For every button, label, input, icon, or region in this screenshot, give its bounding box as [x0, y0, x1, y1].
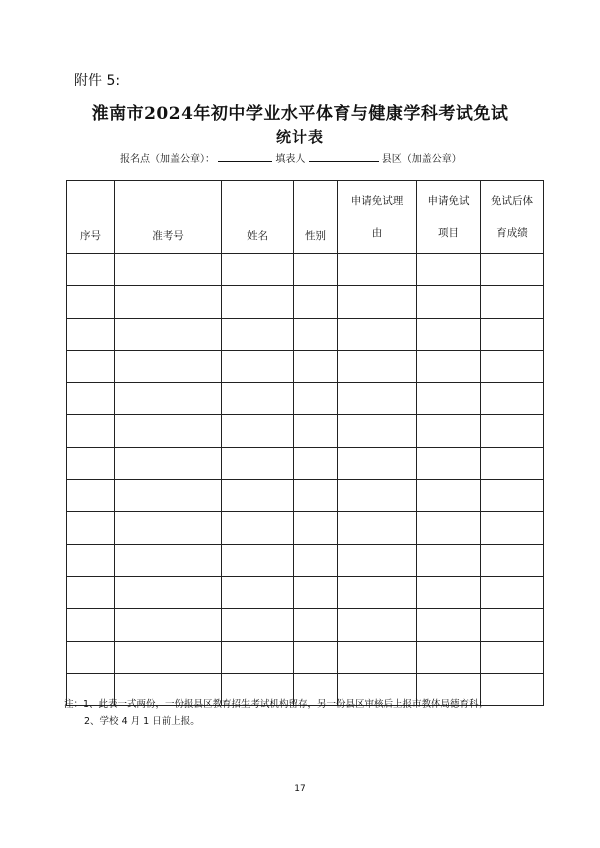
document-subtitle: 统计表	[275, 128, 324, 146]
item-cell[interactable]	[417, 254, 481, 286]
header-post-exemption-score	[481, 181, 544, 254]
seq-cell[interactable]	[67, 350, 115, 382]
seq-cell[interactable]	[67, 415, 115, 447]
reason-cell[interactable]	[338, 350, 417, 382]
name-cell[interactable]	[222, 480, 294, 512]
score-cell[interactable]	[481, 641, 544, 673]
score-cell[interactable]	[481, 544, 544, 576]
registration-point-label: 报名点（加盖公章）：	[120, 154, 215, 165]
gender-cell[interactable]	[294, 350, 338, 382]
filler-blank[interactable]	[309, 152, 379, 162]
seq-cell[interactable]	[67, 254, 115, 286]
seq-cell[interactable]	[67, 447, 115, 479]
reason-cell[interactable]	[338, 383, 417, 415]
score-cell[interactable]	[481, 286, 544, 318]
exam-number-cell[interactable]	[115, 415, 222, 447]
name-cell[interactable]	[222, 576, 294, 608]
name-cell[interactable]	[222, 286, 294, 318]
score-cell[interactable]	[481, 576, 544, 608]
header-exam-number: 准考号	[115, 181, 222, 254]
reason-cell[interactable]	[338, 512, 417, 544]
seq-cell[interactable]	[67, 286, 115, 318]
header-exemption-item-top: 申请免试	[427, 195, 470, 207]
exam-number-cell[interactable]	[115, 544, 222, 576]
notes	[64, 696, 488, 730]
table-header-row	[67, 181, 544, 254]
document-title: 淮南市2024年初中学业水平体育与健康学科考试免试	[91, 104, 509, 124]
exam-number-cell[interactable]	[115, 480, 222, 512]
table-row	[67, 286, 544, 318]
table-row	[67, 254, 544, 286]
name-cell[interactable]	[222, 609, 294, 641]
gender-cell[interactable]	[294, 576, 338, 608]
name-cell[interactable]	[222, 383, 294, 415]
gender-cell[interactable]	[294, 544, 338, 576]
exam-number-cell[interactable]	[115, 318, 222, 350]
header-exemption-reason-bottom: 由	[371, 227, 383, 239]
seq-cell[interactable]	[67, 318, 115, 350]
item-cell[interactable]	[417, 544, 481, 576]
header-exemption-item	[417, 181, 481, 254]
item-cell[interactable]	[417, 350, 481, 382]
gender-cell[interactable]	[294, 383, 338, 415]
seq-cell[interactable]	[67, 609, 115, 641]
exam-number-cell[interactable]	[115, 609, 222, 641]
name-cell[interactable]	[222, 415, 294, 447]
item-cell[interactable]	[417, 480, 481, 512]
score-cell[interactable]	[481, 512, 544, 544]
item-cell[interactable]	[417, 415, 481, 447]
header-post-exemption-score-top: 免试后体	[491, 195, 533, 207]
item-cell[interactable]	[417, 576, 481, 608]
fill-in-line	[120, 150, 462, 165]
reason-cell[interactable]	[338, 447, 417, 479]
gender-cell[interactable]	[294, 286, 338, 318]
exam-number-cell[interactable]	[115, 512, 222, 544]
item-cell[interactable]	[417, 286, 481, 318]
gender-cell[interactable]	[294, 609, 338, 641]
reason-cell[interactable]	[338, 641, 417, 673]
seq-cell[interactable]	[67, 512, 115, 544]
table-row	[67, 609, 544, 641]
exam-number-cell[interactable]	[115, 576, 222, 608]
name-cell[interactable]	[222, 447, 294, 479]
score-cell[interactable]	[481, 318, 544, 350]
header-exemption-reason	[338, 181, 417, 254]
gender-cell[interactable]	[294, 447, 338, 479]
item-cell[interactable]	[417, 318, 481, 350]
seq-cell[interactable]	[67, 383, 115, 415]
reason-cell[interactable]	[338, 609, 417, 641]
table-row	[67, 350, 544, 382]
exam-number-cell[interactable]	[115, 447, 222, 479]
exam-number-cell[interactable]	[115, 286, 222, 318]
note-line-2: 2、学校 4 月 1 日前上报。	[84, 716, 200, 727]
seq-cell[interactable]	[67, 576, 115, 608]
gender-cell[interactable]	[294, 480, 338, 512]
reason-cell[interactable]	[338, 318, 417, 350]
reason-cell[interactable]	[338, 286, 417, 318]
exam-number-cell[interactable]	[115, 383, 222, 415]
header-seq: 序号	[67, 181, 115, 254]
score-cell[interactable]	[481, 383, 544, 415]
table-row	[67, 318, 544, 350]
score-cell[interactable]	[481, 447, 544, 479]
county-label: 县区（加盖公章）	[381, 154, 462, 165]
score-cell[interactable]	[481, 673, 544, 705]
table-row	[67, 576, 544, 608]
score-cell[interactable]	[481, 254, 544, 286]
name-cell[interactable]	[222, 350, 294, 382]
table-row	[67, 480, 544, 512]
reason-cell[interactable]	[338, 576, 417, 608]
table-row	[67, 641, 544, 673]
filler-label: 填表人	[275, 154, 306, 165]
table-body	[67, 254, 544, 706]
header-exemption-reason-top: 申请免试理	[350, 195, 404, 207]
gender-cell[interactable]	[294, 415, 338, 447]
attachment-label: 附件 5:	[74, 73, 121, 89]
page-number: 17	[294, 784, 306, 794]
reason-cell[interactable]	[338, 254, 417, 286]
item-cell[interactable]	[417, 609, 481, 641]
name-cell[interactable]	[222, 318, 294, 350]
gender-cell[interactable]	[294, 254, 338, 286]
exam-number-cell[interactable]	[115, 254, 222, 286]
name-cell[interactable]	[222, 512, 294, 544]
header-gender: 性别	[294, 181, 338, 254]
gender-cell[interactable]	[294, 512, 338, 544]
exam-number-cell[interactable]	[115, 641, 222, 673]
gender-cell[interactable]	[294, 318, 338, 350]
item-cell[interactable]	[417, 383, 481, 415]
table-row	[67, 447, 544, 479]
exemption-statistics-table	[66, 180, 544, 706]
table-row	[67, 544, 544, 576]
name-cell[interactable]	[222, 544, 294, 576]
table-row	[67, 512, 544, 544]
item-cell[interactable]	[417, 447, 481, 479]
item-cell[interactable]	[417, 641, 481, 673]
registration-point-blank[interactable]	[218, 152, 272, 162]
table-row	[67, 415, 544, 447]
header-name: 姓名	[222, 181, 294, 254]
score-cell[interactable]	[481, 415, 544, 447]
score-cell[interactable]	[481, 350, 544, 382]
table-row	[67, 383, 544, 415]
score-cell[interactable]	[481, 480, 544, 512]
seq-cell[interactable]	[67, 544, 115, 576]
name-cell[interactable]	[222, 254, 294, 286]
reason-cell[interactable]	[338, 415, 417, 447]
name-cell[interactable]	[222, 641, 294, 673]
reason-cell[interactable]	[338, 544, 417, 576]
gender-cell[interactable]	[294, 641, 338, 673]
note-line-1: 注：1、此表一式两份，一份报县区教育招生考试机构留存，另一份县区审核后上报市教体局德育科；	[64, 699, 489, 710]
exam-number-cell[interactable]	[115, 350, 222, 382]
header-exemption-item-bottom: 项目	[438, 227, 459, 239]
header-post-exemption-score-bottom: 育成绩	[496, 227, 528, 239]
seq-cell[interactable]	[67, 641, 115, 673]
seq-cell[interactable]	[67, 480, 115, 512]
reason-cell[interactable]	[338, 480, 417, 512]
item-cell[interactable]	[417, 512, 481, 544]
score-cell[interactable]	[481, 609, 544, 641]
